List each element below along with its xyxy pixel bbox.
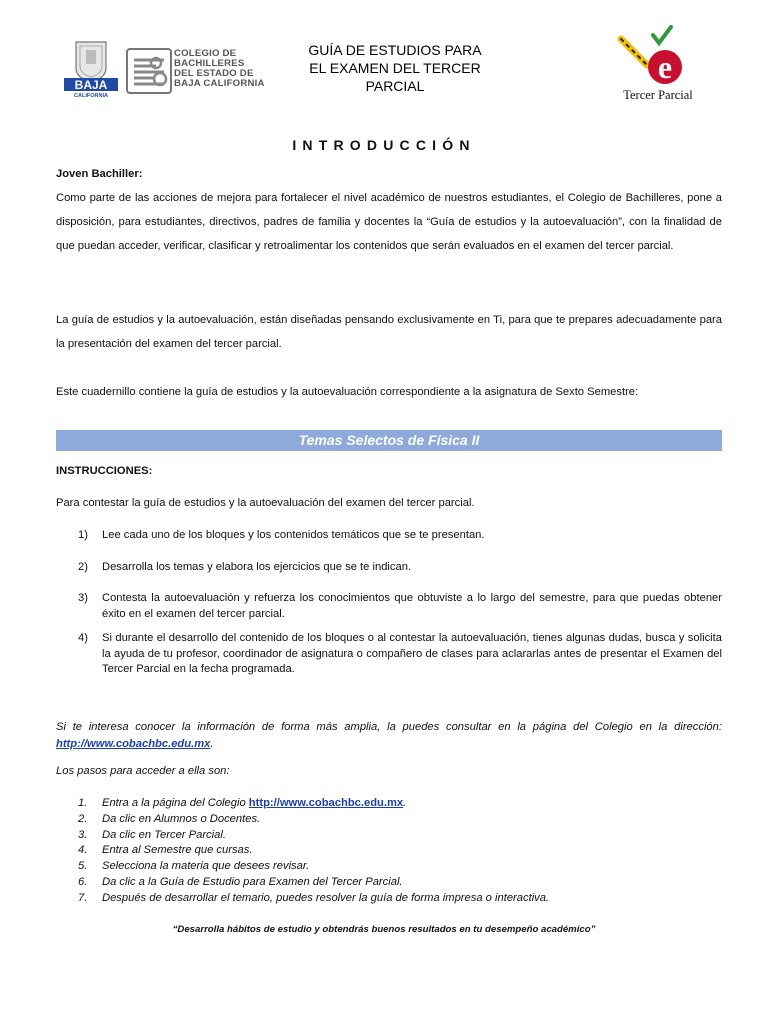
instruction-item <box>56 560 722 576</box>
step-number: 3. <box>78 828 88 841</box>
instruction-number: 2) <box>78 560 88 573</box>
step-number: 7. <box>78 891 88 904</box>
step-text: Da clic en Alumnos o Docentes. <box>102 812 261 825</box>
info-text-end: . <box>210 737 214 750</box>
step-text: Selecciona la materia que desees revisar. <box>102 860 310 873</box>
title-line: PARCIAL <box>365 78 425 94</box>
instructions-list <box>56 528 722 678</box>
cobach-logo-text <box>174 49 265 89</box>
instructions-intro-block <box>56 497 722 509</box>
instructions-intro: Para contestar la guía de estudios y la autoevaluación del examen del tercer parcial. <box>56 497 475 509</box>
steps-list <box>56 796 722 907</box>
instruction-number: 3) <box>78 592 88 604</box>
instruction-number: 4) <box>78 632 88 644</box>
greeting: Joven Bachiller: <box>56 168 143 180</box>
instructions-heading: INSTRUCCIONES: <box>56 465 153 477</box>
info-text: Si te interesa conocer la información de forma más amplia, la puedes consultar en la página del Colegio en la dirección: <box>56 721 722 733</box>
step-text: Entra a la página del Colegio <box>102 797 246 809</box>
cobach-line: BACHILLERES <box>174 58 245 69</box>
page-header <box>56 30 722 110</box>
intro-paragraph-1: Como parte de las acciones de mejora para fortalecer el nivel académico de nuestros estudiantes, el Colegio de Bachilleres, pone a disposición, para estudiantes, directivos, padres de familia y docentes la “Guía de estudios y la autoevaluación”, con la finalidad de que puedan acceder, verificar, clasificar y retroalimentar los contenidos que serán evaluados en el examen del tercer parcial. <box>56 192 722 252</box>
step-number: 6. <box>78 875 88 888</box>
cobach-website-link[interactable]: http://www.cobachbc.edu.mx <box>56 737 211 750</box>
instruction-text: Contesta la autoevaluación y refuerza los conocimientos que obtuviste a lo largo del semestre, para que puedas obtener éxito en el examen del tercer parcial. <box>102 592 722 620</box>
introduction-heading: INTRODUCCIÓN <box>292 137 476 153</box>
tercer-parcial-caption: Tercer Parcial <box>623 88 693 102</box>
instruction-item <box>56 528 722 544</box>
instruction-number: 1) <box>78 529 88 541</box>
step-item <box>56 812 722 828</box>
title-line: GUÍA DE ESTUDIOS PARA <box>308 42 482 58</box>
cobach-line: BAJA CALIFORNIA <box>174 78 265 89</box>
intro-paragraph-2: La guía de estudios y la autoevaluación, están diseñadas pensando exclusivamente en Ti, para que te prepares adecuadamente para la presentación del examen del tercer parcial. <box>56 314 722 350</box>
cobach-line: COLEGIO DE <box>174 48 237 59</box>
intro-paragraph-3: Este cuadernillo contiene la guía de estudios y la autoevaluación correspondiente a la asignatura de Sexto Semestre: <box>56 386 639 398</box>
cobach-website-link-step[interactable]: http://www.cobachbc.edu.mx <box>248 797 404 809</box>
instruction-text: Desarrolla los temas y elabora los ejercicios que se te indican. <box>102 560 412 573</box>
step-text: Da clic en Tercer Parcial. <box>102 828 226 841</box>
step-item <box>56 796 722 812</box>
step-number: 1. <box>78 797 88 809</box>
baja-logo-text: BAJA <box>74 78 108 92</box>
cobach-line: DEL ESTADO DE <box>174 68 254 79</box>
step-text: Entra al Semestre que cursas. <box>102 844 253 857</box>
closing-quote: “Desarrolla hábitos de estudio y obtendrás buenos resultados en tu desempeño académico” <box>172 924 596 935</box>
steps-intro: Los pasos para acceder a ella son: <box>56 765 230 777</box>
steps-intro-block <box>56 765 722 777</box>
step-text-end: . <box>403 797 407 809</box>
step-number: 4. <box>78 844 88 857</box>
cobach-logo <box>126 48 172 94</box>
document-title <box>284 41 506 95</box>
instructions-title <box>56 465 722 477</box>
step-item <box>56 828 722 844</box>
step-item <box>56 843 722 859</box>
info-paragraph <box>56 719 722 752</box>
tercer-logo-letter: e <box>657 49 673 85</box>
instruction-item <box>56 631 722 678</box>
step-number: 5. <box>78 860 88 873</box>
step-item <box>56 859 722 875</box>
step-text: Después de desarrollar el temario, puedes resolver la guía de forma impresa o interactiva. <box>102 891 550 904</box>
intro-paragraph-2-block <box>56 308 722 356</box>
intro-paragraph-3-block <box>56 380 722 404</box>
subject-banner: Temas Selectos de Física II <box>56 430 722 451</box>
baja-california-logo <box>62 38 120 98</box>
step-text: Da clic a la Guía de Estudio para Examen del Tercer Parcial. <box>102 875 403 888</box>
step-item <box>56 875 722 891</box>
instruction-text: Lee cada uno de los bloques y los contenidos temáticos que se te presentan. <box>102 529 485 541</box>
baja-logo-subtext: CALIFORNIA <box>74 93 108 98</box>
instruction-item <box>56 591 722 622</box>
intro-section <box>56 162 722 258</box>
title-line: EL EXAMEN DEL TERCER <box>309 60 481 76</box>
instruction-text: Si durante el desarrollo del contenido de los bloques o al contestar la autoevaluación, tienes algunas dudas, busca y solicita la ayuda de tu profesor, coordinador de asignatura o compañero de clases para aclararlas antes de presentar el Examen del Tercer Parcial en la fecha programada. <box>102 632 722 675</box>
step-item <box>56 891 722 907</box>
step-number: 2. <box>78 812 88 825</box>
